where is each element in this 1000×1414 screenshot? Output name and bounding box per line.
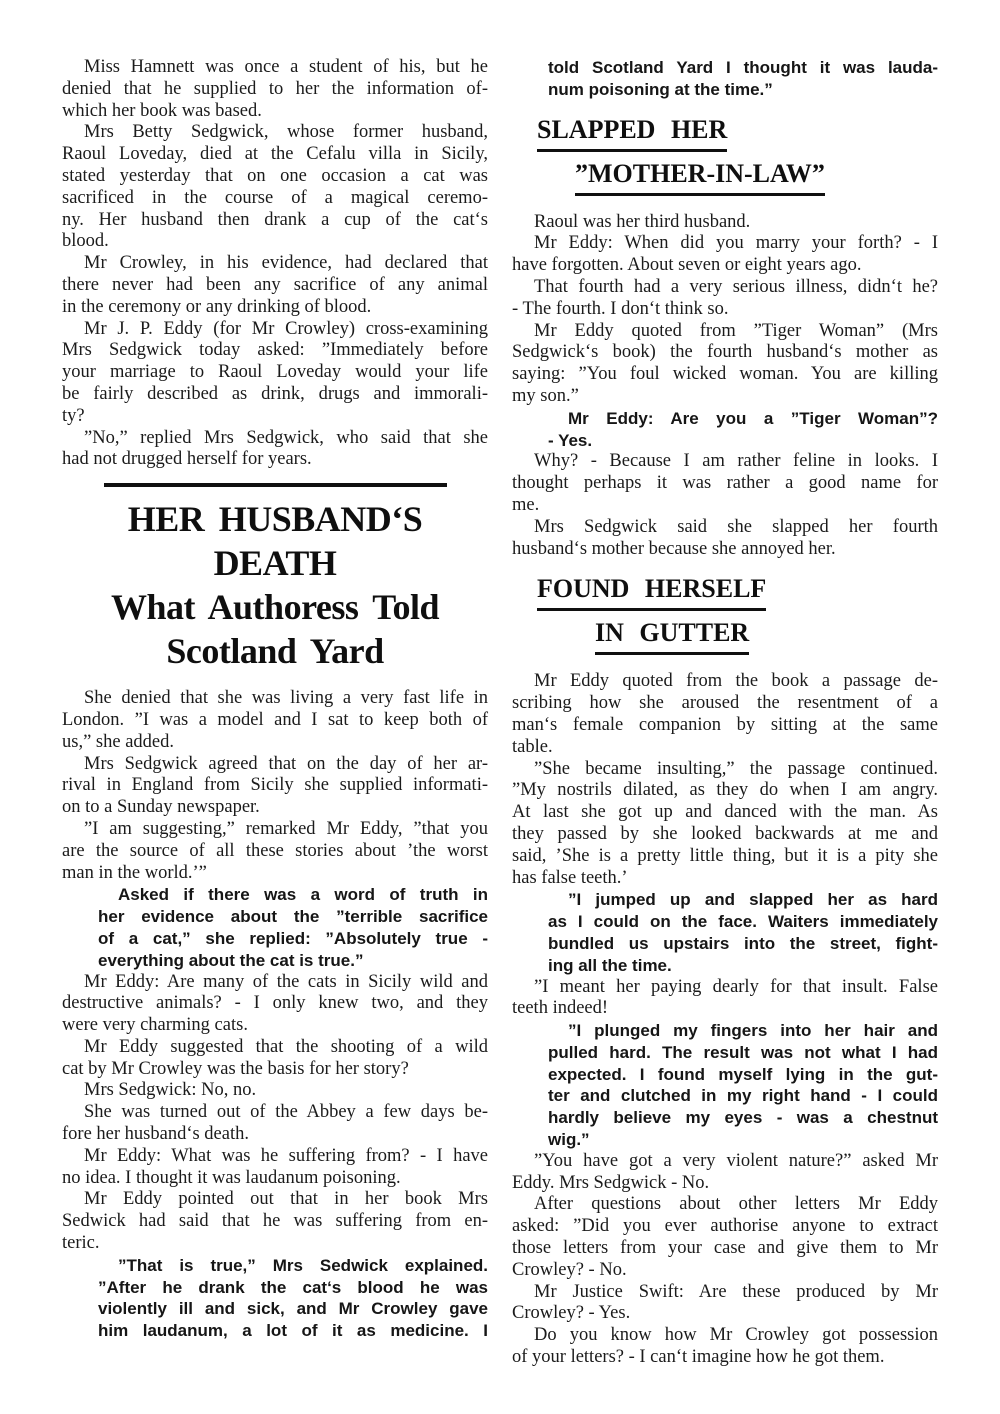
text-line: Eddy. Mrs Sedgwick - No. — [512, 1172, 710, 1193]
text-line: bundled us upstairs into the street, fight- — [548, 933, 938, 953]
text-line: her evidence about the ”terrible sacrifice — [98, 907, 488, 927]
paragraph — [512, 233, 938, 277]
subheading-row — [537, 115, 938, 152]
text-line: be fairly described as drink, drugs and immorali- — [62, 383, 488, 404]
text-line: thought perhaps it was rather a good name for — [512, 473, 938, 494]
text-line: were very charming cats. — [62, 1015, 248, 1036]
paragraph — [62, 1080, 488, 1102]
paragraph — [62, 253, 488, 318]
text-line: hardly believe my eyes - was a chestnut — [548, 1108, 938, 1128]
text-line: ing all the time. — [548, 955, 672, 975]
bold-paragraph — [548, 408, 938, 452]
text-line: sacrificed in the course of a magical ceremo- — [62, 187, 488, 208]
text-line: Mr Eddy quoted from the book a passage de- — [534, 671, 938, 692]
text-line: Mrs Sedgwick: No, no. — [84, 1080, 257, 1101]
paragraph — [512, 212, 938, 234]
text-line: ter and clutched in my right hand - I could — [548, 1086, 938, 1106]
text-line: ”I meant her paying dearly for that insult. False — [534, 976, 938, 997]
right-column — [512, 57, 938, 1414]
text-line: denied that he supplied to her the information of- — [62, 78, 488, 99]
text-line: saying: ”You foul wicked woman. You are killing — [512, 364, 938, 385]
text-line: ”After he drank the cat‘s blood he was — [98, 1277, 488, 1297]
text-line: man in the world.’” — [62, 862, 207, 883]
text-line: Mr Crowley, in his evidence, had declared that — [84, 253, 488, 274]
text-line: - Yes. — [548, 430, 593, 450]
bold-paragraph — [548, 57, 938, 101]
text-line: expected. I found myself lying in the gut- — [548, 1064, 938, 1084]
text-line: blood. — [62, 231, 109, 252]
left-column — [62, 57, 488, 1414]
text-line: Raoul was her third husband. — [534, 211, 751, 232]
paragraph — [512, 671, 938, 758]
text-line: said, ’She is a pretty little thing, but it is a pity she — [512, 845, 938, 866]
text-line: ”No,” replied Mrs Sedgwick, who said that she — [84, 427, 488, 448]
text-line: wig.” — [548, 1130, 590, 1150]
text-line: ty? — [62, 405, 85, 426]
section-divider — [104, 483, 447, 487]
text-line: ”You have got a very violent nature?” asked Mr — [534, 1150, 938, 1171]
text-line: Why? - Because I am rather feline in looks. I — [534, 451, 938, 472]
text-line: told Scotland Yard I thought it was lauda- — [548, 58, 938, 77]
text-line: husband‘s mother because she annoyed her. — [512, 538, 836, 559]
paragraph — [62, 1189, 488, 1254]
text-line: on to a Sunday newspaper. — [62, 797, 260, 818]
text-line: everything about the cat is true.” — [98, 950, 364, 970]
subheading-row — [537, 574, 938, 611]
text-line: pulled hard. The result was not what I had — [548, 1042, 938, 1062]
text-line: ”She became insulting,” the passage continued. — [534, 758, 938, 779]
paragraph — [62, 688, 488, 753]
text-line: Crowley? - Yes. — [512, 1303, 631, 1324]
text-line: scribing how she aroused the resentment of a — [512, 693, 938, 714]
text-line: fore her husband‘s death. — [62, 1124, 249, 1145]
text-line: After questions about other letters Mr Eddy — [534, 1194, 938, 1215]
text-line: had not drugged herself for years. — [62, 449, 312, 470]
subheading — [512, 115, 938, 196]
text-line: num poisoning at the time.” — [548, 79, 773, 99]
text-line: Mr Eddy pointed out that in her book Mrs — [84, 1189, 488, 1210]
subheading-row — [575, 159, 938, 196]
paragraph — [62, 122, 488, 253]
text-line: - The fourth. I don‘t think so. — [512, 298, 729, 319]
text-line: violently ill and sick, and Mr Crowley gave — [98, 1299, 488, 1319]
text-line: there never had been any sacrifice of any animal — [62, 274, 488, 295]
text-line: Mr Eddy: Are you a ”Tiger Woman”? — [568, 408, 938, 428]
paragraph — [62, 1102, 488, 1146]
headline — [62, 497, 488, 673]
text-line: Mrs Sedgwick today asked: ”Immediately before — [62, 340, 488, 361]
paragraph — [512, 451, 938, 516]
bold-paragraph — [98, 1255, 488, 1342]
text-line: asked: ”Did you ever authorise anyone to extract — [512, 1216, 938, 1237]
paragraph — [512, 321, 938, 408]
subheading — [512, 574, 938, 655]
headline-line: Scotland Yard — [166, 631, 384, 672]
text-line: rival in England from Sicily she supplied informati- — [62, 775, 488, 796]
text-line: ny. Her husband then drank a cup of the cat‘s — [62, 209, 488, 230]
text-line: London. ”I was a model and I sat to keep both of — [62, 709, 488, 730]
subheading-text: IN GUTTER — [595, 618, 749, 655]
paragraph — [62, 319, 488, 428]
text-line: in the ceremony or any drinking of blood. — [62, 296, 372, 317]
text-line: no idea. I thought it was laudanum poisoning. — [62, 1167, 401, 1188]
text-line: Mrs Sedgwick agreed that on the day of her ar- — [84, 753, 488, 774]
bold-paragraph — [98, 884, 488, 971]
paragraph — [512, 1325, 938, 1369]
text-line: man‘s female companion by sitting at the same — [512, 714, 938, 735]
headline-line: DEATH — [213, 543, 337, 584]
paragraph — [512, 759, 938, 890]
text-line: has false teeth.’ — [512, 867, 628, 888]
paragraph — [512, 1151, 938, 1195]
paragraph — [62, 972, 488, 1037]
text-line: ”I jumped up and slapped her as hard — [568, 890, 938, 910]
text-line: Sedwick had said that he was suffering from en- — [62, 1211, 488, 1232]
paragraph — [62, 57, 488, 122]
text-line: teric. — [62, 1233, 100, 1254]
text-line: those letters from your case and give them to Mr — [512, 1238, 938, 1259]
headline-line: HER HUSBAND‘S — [127, 499, 423, 540]
text-line: him laudanum, a lot of it as medicine. I — [98, 1321, 488, 1341]
subheading-row — [595, 618, 938, 655]
text-line: Crowley? - No. — [512, 1259, 627, 1280]
text-line: destructive animals? - I only knew two, and they — [62, 993, 488, 1014]
bold-paragraph — [548, 889, 938, 976]
text-line: stated yesterday that on one occasion a cat was — [62, 165, 488, 186]
paragraph — [62, 754, 488, 819]
paragraph — [512, 1282, 938, 1326]
text-line: Raoul Loveday, died at the Cefalu villa in Sicily, — [62, 144, 488, 165]
text-line: Mr Eddy: When did you marry your forth? - I — [534, 233, 938, 254]
text-line: Do you know how Mr Crowley got possession — [534, 1325, 938, 1346]
paragraph — [512, 977, 938, 1021]
bold-paragraph — [548, 1020, 938, 1151]
text-line: ”I plunged my fingers into her hair and — [568, 1021, 938, 1041]
text-line: She denied that she was living a very fast life in — [84, 688, 488, 709]
text-line: At last she got up and danced with the man. As — [512, 802, 938, 823]
text-line: Mr J. P. Eddy (for Mr Crowley) cross-examining — [84, 318, 488, 339]
text-line: ”My nostrils dilated, as they do when I am angry. — [512, 780, 938, 801]
subheading-text: ”MOTHER-IN-LAW” — [575, 159, 825, 196]
text-line: table. — [512, 736, 553, 757]
text-line: ”That is true,” Mrs Sedwick explained. — [118, 1255, 488, 1275]
subheading-text: FOUND HERSELF — [537, 574, 766, 611]
text-line: have forgotten. About seven or eight years ago. — [512, 255, 862, 276]
paragraph — [512, 517, 938, 561]
text-line: they passed by she looked backwards at me and — [512, 823, 938, 844]
text-line: Mr Eddy: Are many of the cats in Sicily wild and — [84, 971, 488, 992]
text-line: Mr Eddy: What was he suffering from? - I have — [84, 1145, 488, 1166]
text-line: Mr Eddy quoted from ”Tiger Woman” (Mrs — [534, 320, 938, 341]
text-line: as I could on the face. Waiters immediately — [548, 912, 938, 932]
paragraph — [62, 1146, 488, 1190]
text-line: Mr Eddy suggested that the shooting of a wild — [84, 1036, 488, 1057]
headline-line: What Authoress Told — [111, 587, 439, 628]
text-line: my son.” — [512, 385, 579, 406]
text-line: Mr Justice Swift: Are these produced by Mr — [534, 1281, 938, 1302]
text-line: She was turned out of the Abbey a few days be- — [84, 1102, 488, 1123]
subheading-text: SLAPPED HER — [537, 115, 727, 152]
text-line: Asked if there was a word of truth in — [118, 885, 488, 905]
text-line: That fourth had a very serious illness, didn‘t he? — [534, 276, 938, 297]
text-line: of your letters? - I can‘t imagine how he got them. — [512, 1347, 885, 1368]
text-line: Sedgwick‘s book) the fourth husband‘s mother as — [512, 342, 938, 363]
text-line: are the source of all these stories about ’the worst — [62, 840, 488, 861]
text-line: teeth indeed! — [512, 998, 609, 1019]
text-line: which her book was based. — [62, 100, 262, 121]
text-line: Miss Hamnett was once a student of his, but he — [84, 57, 488, 77]
text-line: ”I am suggesting,” remarked Mr Eddy, ”that you — [84, 818, 488, 839]
text-line: your marriage to Raoul Loveday would your life — [62, 362, 488, 383]
paragraph — [62, 1037, 488, 1081]
paragraph — [512, 277, 938, 321]
text-line: Mrs Betty Sedgwick, whose former husband, — [84, 122, 488, 143]
text-line: us,” she added. — [62, 731, 174, 752]
paragraph — [512, 1194, 938, 1281]
text-line: cat by Mr Crowley was the basis for her story? — [62, 1058, 409, 1079]
paragraph — [62, 428, 488, 472]
text-line: me. — [512, 494, 540, 515]
paragraph — [62, 819, 488, 884]
text-line: Mrs Sedgwick said she slapped her fourth — [534, 516, 938, 537]
text-line: of a cat,” she replied: ”Absolutely true - — [98, 928, 488, 948]
